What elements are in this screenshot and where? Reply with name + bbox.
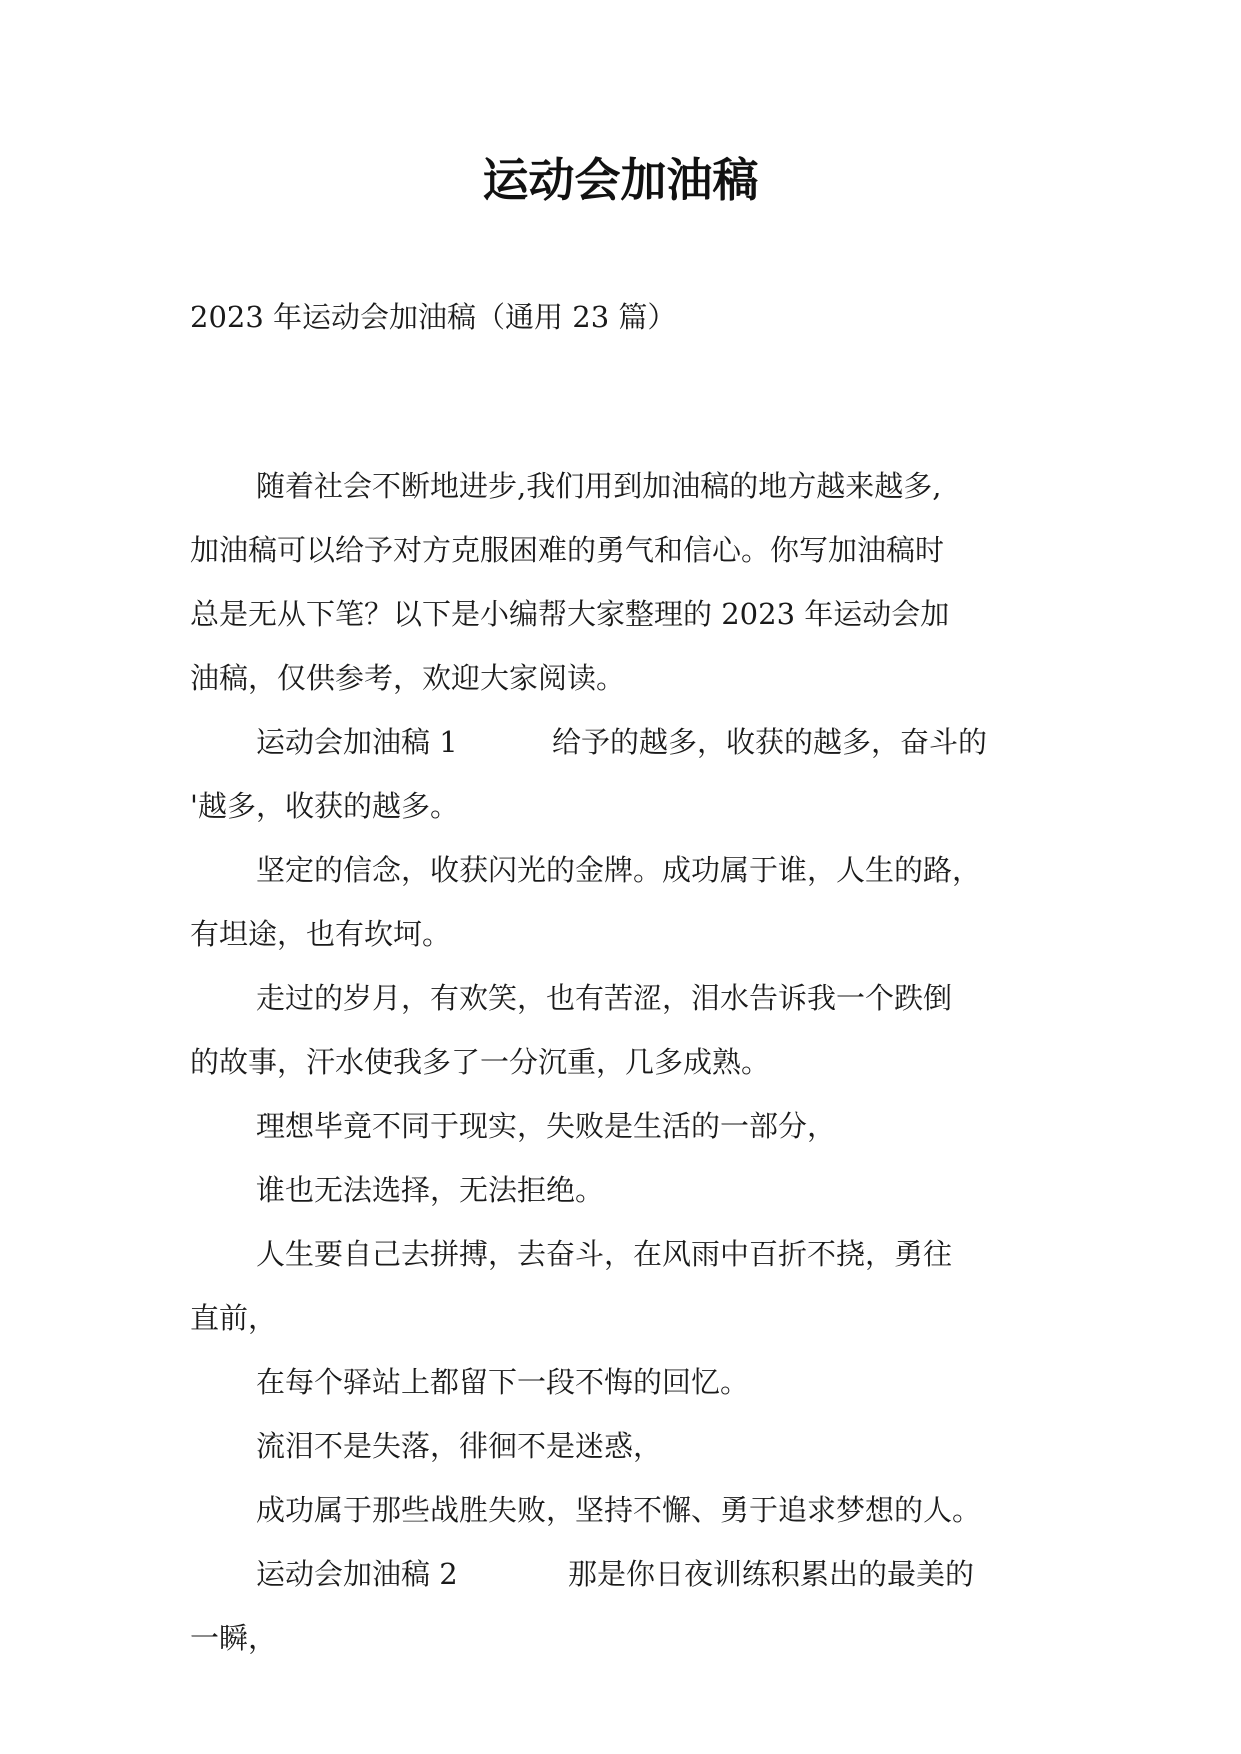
body-text: 给予的越多，收获的越多，奋斗的 xyxy=(552,725,988,759)
section-heading-line xyxy=(256,1554,974,1594)
body-line: 的故事，汗水使我多了一分沉重，几多成熟。 xyxy=(190,1045,771,1079)
body-line: '越多，收获的越多。 xyxy=(190,789,459,823)
body-line: 有坦途，也有坎坷。 xyxy=(190,917,452,951)
body-line: 谁也无法选择，无法拒绝。 xyxy=(256,1173,605,1207)
document-subtitle: 2023 年运动会加油稿（通用 23 篇） xyxy=(190,300,677,334)
section-heading-line xyxy=(256,722,987,762)
body-line: 流泪不是失落，徘徊不是迷惑， xyxy=(256,1429,663,1463)
body-line: 成功属于那些战胜失败，坚持不懈、勇于追求梦想的人。 xyxy=(256,1493,982,1527)
section-heading: 运动会加油稿 1 xyxy=(256,725,458,759)
body-line: 坚定的信念，收获闪光的金牌。成功属于谁，人生的路， xyxy=(256,853,982,887)
body-line: 随着社会不断地进步,我们用到加油稿的地方越来越多, xyxy=(256,469,942,503)
body-line: 直前， xyxy=(190,1301,278,1335)
document-title: 运动会加油稿 xyxy=(482,153,759,207)
body-line: 人生要自己去拼搏，去奋斗，在风雨中百折不挠，勇往 xyxy=(256,1237,953,1271)
body-line: 油稿，仅供参考，欢迎大家阅读。 xyxy=(190,661,626,695)
body-line: 在每个驿站上都留下一段不悔的回忆。 xyxy=(256,1365,750,1399)
body-line: 理想毕竟不同于现实，失败是生活的一部分， xyxy=(256,1109,837,1143)
body-line: 加油稿可以给予对方克服困难的勇气和信心。你写加油稿时 xyxy=(190,533,945,567)
body-line: 总是无从下笔？以下是小编帮大家整理的 2023 年运动会加 xyxy=(190,597,950,631)
body-line: 一瞬， xyxy=(190,1621,278,1655)
body-text: 那是你日夜训练积累出的最美的 xyxy=(568,1557,975,1591)
body-line: 走过的岁月，有欢笑，也有苦涩，泪水告诉我一个跌倒 xyxy=(256,981,953,1015)
section-heading: 运动会加油稿 2 xyxy=(256,1557,458,1591)
